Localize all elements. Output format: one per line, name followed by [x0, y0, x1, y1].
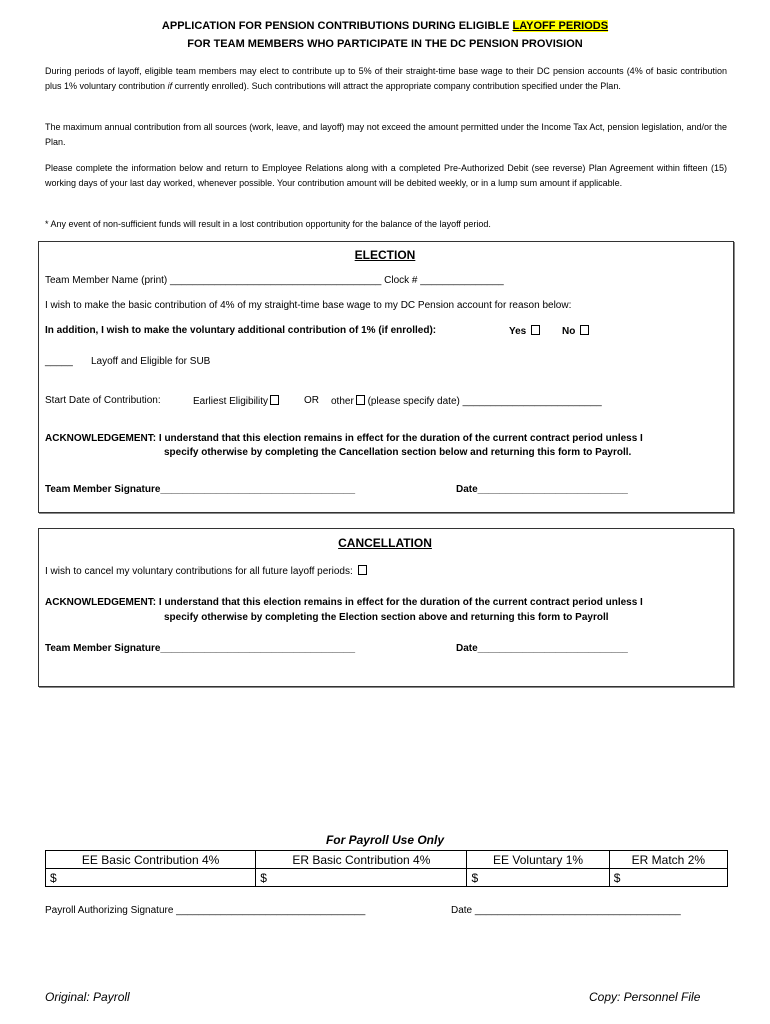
intro-paragraph-4: * Any event of non-sufficient funds will result in a lost contribution opportunity for the balance of the layoff period.	[45, 219, 491, 229]
ee-voluntary-amount-field[interactable]: $	[467, 869, 609, 887]
cancel-voluntary-option[interactable]: I wish to cancel my voluntary contributions for all future layoff periods:	[45, 565, 367, 577]
cancellation-acknowledgement-line2: specify otherwise by completing the Election section above and returning this form to Payroll	[164, 612, 609, 623]
no-checkbox[interactable]	[580, 325, 589, 335]
intro-paragraph-1: During periods of layoff, eligible team members may elect to contribute up to 5% of their straight-time base wage to their DC pension accounts (4% of basic contribution plus 1% voluntary contribution if currently enrolled). Such contributions will attract the appropriate company contribution specified under the Plan.	[45, 66, 727, 91]
payroll-heading: For Payroll Use Only	[325, 833, 445, 847]
election-acknowledgement-line2: specify otherwise by completing the Cancellation section below and returning this form to Payroll.	[164, 447, 632, 458]
payroll-table	[45, 850, 728, 887]
team-member-name-field[interactable]: Team Member Name (print) ______________________________________ Clock # _______________	[45, 275, 504, 286]
title-highlight: LAYOFF PERIODS	[512, 20, 609, 32]
voluntary-yes-option[interactable]: Yes	[509, 325, 540, 337]
payroll-column-header: EE Basic Contribution 4%	[46, 851, 256, 869]
cancellation-date-field[interactable]: Date___________________________	[456, 643, 628, 654]
layoff-sub-label: Layoff and Eligible for SUB	[91, 356, 211, 367]
layoff-sub-blank[interactable]: _____	[45, 356, 73, 367]
er-basic-amount-field[interactable]: $	[256, 869, 467, 887]
other-date-checkbox[interactable]	[356, 395, 365, 405]
other-date-option[interactable]: other (please specify date) _________________________	[331, 396, 602, 407]
payroll-signature-field[interactable]: Payroll Authorizing Signature __________________________________	[45, 905, 366, 916]
cancellation-signature-field[interactable]: Team Member Signature___________________________________	[45, 643, 356, 654]
form-title-line1: APPLICATION FOR PENSION CONTRIBUTIONS DURING ELIGIBLE LAYOFF PERIODS	[161, 20, 609, 32]
cancellation-heading: CANCELLATION	[338, 536, 432, 550]
start-date-label: Start Date of Contribution:	[45, 395, 161, 406]
cancel-checkbox[interactable]	[358, 565, 367, 575]
election-signature-field[interactable]: Team Member Signature___________________________________	[45, 484, 356, 495]
ee-basic-amount-field[interactable]: $	[46, 869, 256, 887]
election-acknowledgement-line1: ACKNOWLEDGEMENT: I understand that this election remains in effect for the duration of the current contract period unless I	[45, 433, 643, 444]
cancellation-acknowledgement-line1: ACKNOWLEDGEMENT: I understand that this election remains in effect for the duration of the current contract period unless I	[45, 597, 643, 608]
voluntary-no-option[interactable]: No	[562, 325, 589, 337]
footer-original: Original: Payroll	[45, 990, 130, 1004]
payroll-date-field[interactable]: Date _____________________________________	[451, 905, 681, 916]
basic-contribution-text: I wish to make the basic contribution of 4% of my straight-time base wage to my DC Pension account for reason below:	[45, 300, 572, 311]
earliest-eligibility-checkbox[interactable]	[270, 395, 279, 405]
election-date-field[interactable]: Date___________________________	[456, 484, 628, 495]
footer-copy: Copy: Personnel File	[589, 990, 701, 1004]
yes-checkbox[interactable]	[531, 325, 540, 335]
payroll-column-header: ER Match 2%	[609, 851, 727, 869]
intro-paragraph-3: Please complete the information below and return to Employee Relations along with a completed Pre-Authorized Debit (see reverse) Plan Agreement within fifteen (15) working days of your last day worked, whenever possible. Your contribution amount will be debited weekly, or in a lump sum amount if applicable.	[45, 163, 727, 188]
er-match-amount-field[interactable]: $	[609, 869, 727, 887]
form-title-line2: FOR TEAM MEMBERS WHO PARTICIPATE IN THE DC PENSION PROVISION	[187, 38, 583, 50]
or-label: OR	[304, 395, 319, 406]
election-heading: ELECTION	[354, 248, 416, 262]
payroll-column-header: ER Basic Contribution 4%	[256, 851, 467, 869]
intro-paragraph-2: The maximum annual contribution from all sources (work, leave, and layoff) may not exceed the amount permitted under the Income Tax Act, pension legislation, and/or the Plan.	[45, 122, 727, 147]
earliest-eligibility-option[interactable]: Earliest Eligibility	[193, 395, 279, 407]
payroll-column-header: EE Voluntary 1%	[467, 851, 609, 869]
voluntary-contribution-text: In addition, I wish to make the voluntary additional contribution of 1% (if enrolled):	[45, 325, 437, 336]
